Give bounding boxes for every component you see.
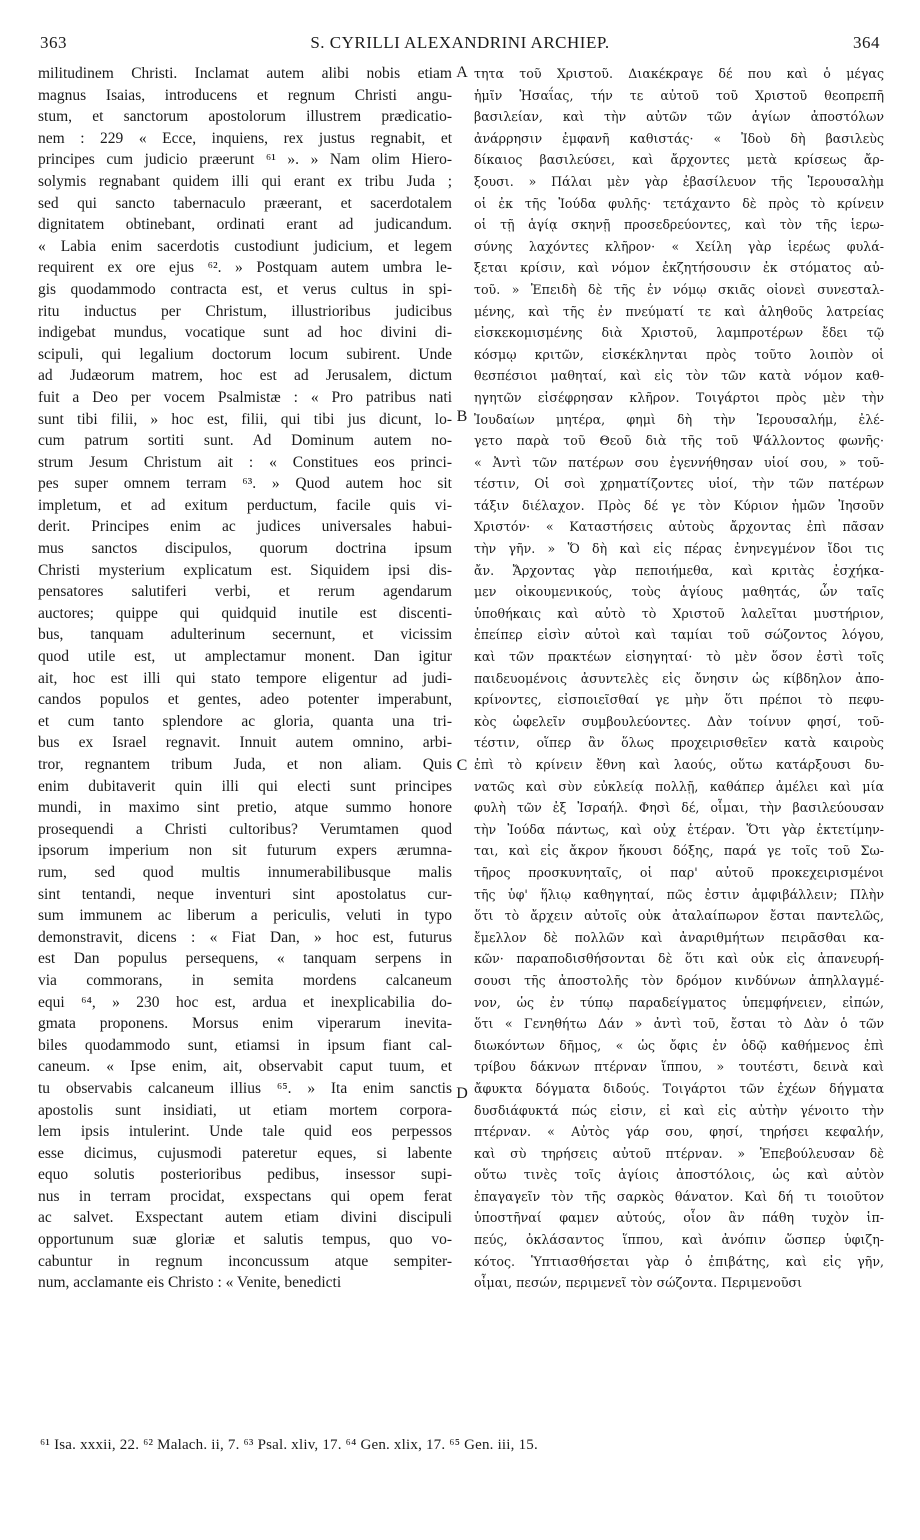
text-line: nem : 229 « Ecce, inquiens, rex justus regnabit, et: [38, 129, 452, 147]
text-line: demonstravit, dicens : « Fiat Dan, » hoc est, futurus: [38, 928, 452, 946]
text-line: νον, ὡς ἐν τύπῳ παραδείγματος ὑπεμφήνειεν, εἰπών,: [474, 994, 884, 1010]
text-line: enim dubitaverit quin illi qui electi sunt principes: [38, 777, 452, 795]
text-line: equo solutis posterioribus pedibus, insessor supi-: [38, 1166, 452, 1184]
text-line: principes cum judicio præerunt ⁶¹ ». » Nam olim Hiero-: [38, 151, 452, 169]
text-line: tu observabis calcaneum illius ⁶⁵. » Ita enim sanctis: [38, 1079, 452, 1097]
page-number-left: 363: [40, 33, 67, 52]
text-line: ἔμελλον δὲ πολλῶν καὶ ἀναριθμήτων πειρᾶσθαι κα-: [474, 929, 884, 945]
text-line: εἰσκεκομισμένης διὰ Χριστοῦ, λαμπροτέρων ἔδει τῷ: [474, 325, 884, 341]
text-line: cum patrum sortiti sunt. Ad Dominum autem no-: [38, 432, 452, 450]
text-line: ται, καὶ εἰς ἄκρον ἥκουσι δόξης, παρά γε τοῖς τοῦ Σω-: [474, 843, 884, 859]
latin-column: [38, 63, 452, 1294]
text-line: caneum. « Ipse enim, ait, observabit caput tuum, et: [38, 1058, 452, 1076]
margin-marker-d: D: [456, 1085, 468, 1102]
text-line: σουσι τῆς ἀποστολῆς τὸν δρόμον κινδύνων ἀπηλλαγμέ-: [474, 972, 884, 988]
text-line: magnus Isaias, introducens et regnum Christi angu-: [38, 86, 452, 104]
text-line: καὶ τῶν πρακτέων εἰσηγηταί· τὸ μὲν ὅσον ἐστὶ τοῖς: [474, 649, 884, 665]
text-line: apostolis sunt insidiati, ut etiam mortem corpora-: [38, 1101, 452, 1119]
text-line: μένης, καὶ τῆς ἐν πνεύματί τε καὶ ἀληθοῦς λατρείας: [474, 303, 884, 319]
text-line: bus, tanquam adulterinum secernunt, et vicissim: [38, 626, 452, 644]
text-line: lem ipsis intulerint. Unde tale quid eos perpessos: [38, 1123, 452, 1141]
text-line: παιδευομένοις ἀσυντελὲς εἰς ὄνησιν ὡς κίβδηλον ἀπο-: [474, 670, 884, 686]
text-line: biles quodammodo sunt, etiamsi in ipsum fiant cal-: [38, 1036, 452, 1054]
text-line: candos populos et gentes, adeo potenter imperabunt,: [38, 691, 452, 709]
text-line: ὅτι « Γενηθήτω Δάν » ἀντὶ τοῦ, ἔσται τὸ Δὰν ὁ τῶν: [474, 1016, 884, 1032]
text-line: δυσδιάφυκτά πώς εἰσιν, εἰ καὶ εἰς αὐτὴν γένοιτο τὴν: [474, 1102, 884, 1118]
text-line: τῆς ὑφ' ἥλιῳ καθηγηταί, πῶς ἐστιν ἀμφιβάλλειν; Πλὴν: [474, 886, 884, 902]
text-line: tror, regnantem tribum Juda, et non aliam. Quis: [38, 756, 452, 773]
text-line: σύνης λαχόντες κλῆρον· « Χείλη γὰρ ἱερέως φυλά-: [474, 238, 884, 254]
text-line: ὅτι τὸ ἄρχειν αὐτοῖς οὐκ ἀταλαίπωρον ἔσται παντελῶς,: [474, 908, 884, 924]
text-line: militudinem Christi. Inclamat autem alibi nobis etiam: [38, 65, 452, 82]
text-line: ηγητῶν εἰσέφρησαν κλῆρον. Τοιγάρτοι πρὸς μὲν τὴν: [474, 389, 884, 405]
text-line: pes super omnem terram ⁶³. » Quod autem hoc sit: [38, 475, 452, 493]
text-line: ἐπαγαγεῖν τὸν τῆς σαρκὸς θάνατον. Καὶ δή τι τοιοῦτον: [474, 1188, 884, 1204]
footnotes: ⁶¹ Isa. xxxii, 22. ⁶² Malach. ii, 7. ⁶³ Psal. xliv, 17. ⁶⁴ Gen. xlix, 17. ⁶⁵ Gen. iii, 15.: [40, 1437, 538, 1453]
text-line: διωκόντων δῆμος, « ὡς ὄφις ἐν ὁδῷ καθήμενος ἐπὶ: [474, 1037, 884, 1053]
text-line: κότος. Ὑπτιασθήσεται γὰρ ὁ ἐπιβάτης, καὶ εἰς γῆν,: [474, 1253, 884, 1269]
text-line: bus ex Israel regnavit. Innuit autem omnino, arbi-: [38, 734, 452, 752]
text-line: auctores; quippe qui quidquid inutile est discenti-: [38, 604, 452, 622]
text-line: sint tentandi, neque inventuri sint apostolatus cur-: [38, 885, 452, 903]
text-line: θεσπέσιοι μαθηταί, καὶ εἰς τὸν τῶν κατὰ νόμον καθ-: [474, 368, 884, 384]
text-line: Christi mysterium explicatum est. Siquidem ipsi dis-: [38, 561, 452, 579]
text-line: gis quodammodo contracta est, et verus cultus in spi-: [38, 280, 452, 298]
text-line: ipsorum imperium non sit futurum expers ærumna-: [38, 842, 452, 860]
text-line: pensatores salutiferi verbi, et rerum agendarum: [38, 583, 452, 601]
margin-marker-c: C: [456, 757, 468, 774]
text-line: τρίβου δάκνων πτέρναν ἵππου, » τουτέστι, δεινὰ καὶ: [474, 1059, 884, 1075]
text-line: οὕτω τινὲς τοῖς ἁγίοις ἀποστόλοις, ὡς καὶ αὐτὸν: [474, 1167, 884, 1183]
text-line: κόσμῳ κριτῶν, εἰσκέκληνται πρὸς τοῦτο λοιπὸν οἱ: [474, 346, 884, 362]
text-line: τάξιν διέλαχον. Πρὸς δέ γε τὸν Κύριον ἡμῶν Ἰησοῦν: [474, 497, 884, 513]
text-line: prosequendi a Christi cultoribus? Verumtamen quod: [38, 820, 452, 838]
text-line: ὑποθήκαις καὶ αὐτὸ τὸ Χριστοῦ λαλεῖται μυστήριον,: [474, 605, 884, 621]
text-line: Χριστόν· « Καταστήσεις αὐτοὺς ἄρχοντας ἐπὶ πᾶσαν: [474, 519, 884, 535]
text-line: ait, hoc est illi qui stato tempore eligentur ad judi-: [38, 669, 452, 687]
greek-column: [474, 63, 884, 1294]
text-line: οἱ τῇ ἁγίᾳ σκηνῇ προσεδρεύοντες, καὶ τὸν τῆς ἱερω-: [474, 217, 884, 233]
text-line: ἄν. Ἄρχοντας γὰρ πεποιήμεθα, καὶ κριτὰς ἐσχήκα-: [474, 562, 884, 578]
text-line: opportunum suæ gloriæ et salutis tempus, quo vo-: [38, 1231, 452, 1249]
text-line: nus in terram procidat, exspectans qui opem ferat: [38, 1187, 452, 1205]
text-line: equi ⁶⁴, » 230 hoc est, ardua et inexplicabilia do-: [38, 993, 452, 1011]
text-line: οἱ ἐκ τῆς Ἰούδα φυλῆς· τετάχαντο δὲ πρὸς τὸ κρίνειν: [474, 195, 884, 211]
text-line: ἐπὶ τὸ κρίνειν ἔθνη καὶ λαούς, οὕτω κατάρξουσι δυ-: [474, 757, 884, 772]
text-line: τοῦ. » Ἐπειδὴ δὲ τῆς ἐν νόμῳ σκιᾶς οἱονεὶ συνεσταλ-: [474, 281, 884, 297]
text-line: dignitatem obtinebant, ordinati erant ad judicandum.: [38, 216, 452, 234]
text-line: mundi, in maximo sint pretio, atque summo honore: [38, 799, 452, 817]
text-line: num, acclamante eis Christo : « Venite, benedicti: [38, 1274, 342, 1292]
text-line: δίκαιος βασιλεύσει, καὶ ἄρχοντες μετὰ κρίσεως ἄρ-: [474, 152, 884, 168]
text-line: solymis regnabant quidem illi qui erant ex tribu Juda ;: [38, 172, 452, 190]
text-line: et cum tanto splendore ac gloria, quanta una tri-: [38, 712, 452, 730]
text-line: νατῶς καὶ σὺν εὐκλείᾳ πολλῇ, καθάπερ ἀμέλει καὶ μία: [474, 778, 884, 794]
text-line: ritu inductus per Christum, illustrioribus judicibus: [38, 302, 452, 320]
text-line: esse dicimus, cujusmodi pateretur eques, si labente: [38, 1144, 452, 1162]
text-line: κρίνοντες, εἰσποιεῖσθαί γε μὴν ὅτι πρέποι τὸ πεφυ-: [474, 692, 884, 708]
text-line: κὸς ὠφελεῖν συμβουλεύοντες. Δὰν τοίνυν φησί, τοῦ-: [474, 713, 884, 729]
text-line: fuit a Deo per vocem Psalmistæ : « Pro patribus nati: [38, 388, 452, 406]
text-line: derit. Principes enim ac judices universales habui-: [38, 518, 452, 536]
text-line: mus sanctos discipulos, quorum doctrina ipsum: [38, 540, 452, 558]
text-line: τητα τοῦ Χριστοῦ. Διακέκραγε δέ που καὶ ὁ μέγας: [474, 66, 884, 81]
text-line: impletum, et ad exitum perductum, facile quis vi-: [38, 496, 452, 514]
text-line: via commorans, in semita mordens calcaneum: [38, 971, 452, 989]
text-line: μεν οἰκουμενικούς, τοὺς ἁγίους μαθητάς, ὧν ταῖς: [474, 584, 884, 600]
text-line: gmata proponens. Morsus enim viperarum inevita-: [38, 1015, 452, 1033]
text-line: Ἰουδαίων μητέρα, φημὶ δὴ τὴν Ἱερουσαλήμ, ἐλέ-: [474, 411, 884, 427]
text-line: τὴν Ἰούδα πάντως, καὶ οὐχ ἑτέραν. Ὅτι γὰρ ἐκτετίμην-: [474, 821, 884, 837]
text-line: βασιλείαν, καὶ τὴν αὐτῶν τῶν ἁγίων ἀποστόλων: [474, 109, 884, 125]
text-line: ἀνάρρησιν ἐμφανῆ καθιστάς· « Ἰδοὺ δὴ βασιλεὺς: [474, 130, 884, 146]
text-line: rum, sed quod multis innumerabilibusque malis: [38, 863, 452, 881]
text-line: οἶμαι, πεσών, περιμενεῖ τὸν σώζοντα. Περιμενοῦσι: [474, 1275, 803, 1291]
text-line: ἐπείπερ εἰσὶν αὐτοὶ καὶ ταμίαι τοῦ σώζοντος λόγου,: [474, 627, 884, 643]
text-line: φυλὴ τῶν ἐξ Ἰσραήλ. Φησὶ δέ, οἶμαι, τὴν βασιλεύουσαν: [474, 800, 884, 816]
running-title: S. CYRILLI ALEXANDRINI ARCHIEP.: [310, 33, 610, 52]
text-line: τὴν γῆν. » Ὅ δὴ καὶ εἰς πέρας ἐνηνεγμένον ἴδοι τις: [474, 541, 884, 557]
text-line: ad Judæorum matrem, hoc est ad Jerusalem, dictum: [38, 367, 452, 385]
text-line: τέστιν, Οἱ σοὶ χρηματίζοντες υἱοί, τὴν τῶν πατέρων: [474, 476, 884, 492]
text-line: « Labia enim sacerdotis custodiunt judicium, et legem: [38, 237, 452, 255]
text-line: κῶν· παραποδισθήσονται δὲ ὅτι καὶ οὐκ εἰς ἀπανευρή-: [474, 951, 884, 967]
margin-marker-a: A: [456, 64, 468, 81]
text-line: τέστιν, οἵπερ ἂν ὅλως προχειρισθεῖεν κατὰ καιροὺς: [474, 735, 884, 751]
text-line: ἄφυκτα δόγματα διδούς. Τοιγάρτοι τῶν ἐχέων δήγματα: [474, 1080, 884, 1096]
text-line: « Ἀντὶ τῶν πατέρων σου ἐγεννήθησαν υἱοί σου, » τοῦ-: [474, 454, 884, 470]
text-line: ἡμῖν Ἡσαΐας, τήν τε αὐτοῦ τοῦ Χριστοῦ θεοπρεπῆ: [474, 87, 884, 103]
text-line: ξουσι. » Πάλαι μὲν γὰρ ἐβασίλευον τῆς Ἱερουσαλὴμ: [474, 173, 884, 189]
text-line: sed qui sancto tabernaculo præerant, et sacerdotalem: [38, 194, 452, 212]
text-line: cabuntur in regnum inconcussum atque sempiter-: [38, 1252, 452, 1270]
text-line: stum, et sanctorum apostolorum illustrem prædicatio-: [38, 108, 452, 126]
text-line: ac salvet. Exspectant autem etiam divini discipuli: [38, 1209, 452, 1227]
text-line: indigebat mundus, vocatique sunt ad hoc divini di-: [38, 324, 452, 342]
text-line: πεύς, ὀκλάσαντος ἵππου, καὶ ἀνόπιν ὥσπερ ὑφιζη-: [474, 1232, 884, 1248]
text-line: γετο παρὰ τοῦ Θεοῦ διὰ τῆς τοῦ Ψάλλοντος φωνῆς·: [474, 433, 884, 449]
text-line: ὑποστῆναί φαμεν αὐτούς, οἷον ἂν πάθη τυχὸν ἱπ-: [474, 1210, 884, 1226]
text-line: quod utile est, ut amplectamur monent. Dan igitur: [38, 648, 452, 666]
text-line: sunt tibi filii, » hoc est, filii, qui tibi jus dicunt, lo-: [38, 410, 452, 428]
text-line: est Dan populus persequens, « tanquam serpens in: [38, 950, 452, 968]
text-line: πτέρναν. « Αὐτὸς γάρ σου, φησί, τηρήσει κεφαλήν,: [474, 1124, 884, 1140]
text-line: τῆρος προσκυνηταῖς, οἱ παρ' αὐτοῦ προκεχειρισμένοι: [474, 864, 884, 880]
text-line: scipuli, qui legalium doctorum locum subirent. Unde: [38, 345, 452, 363]
margin-marker-b: B: [456, 408, 468, 425]
text-line: καὶ σὺ τηρήσεις αὐτοῦ πτέρναν. » Ἐπεβούλευσαν δὲ: [474, 1145, 884, 1161]
text-line: requirent ex ore ejus ⁶². » Postquam autem umbra le-: [38, 259, 452, 277]
page-number-right: 364: [853, 33, 880, 52]
text-line: sum immunem ac liberum a periculis, veluti in typo: [38, 907, 452, 925]
running-header: [40, 33, 880, 57]
text-line: ξεται κρίσιν, καὶ νόμον ἐκζητήσουσιν ἐκ στόματος αὐ-: [474, 260, 884, 276]
text-line: strum Jesum Christum ait : « Constitues eos princi-: [38, 453, 452, 471]
